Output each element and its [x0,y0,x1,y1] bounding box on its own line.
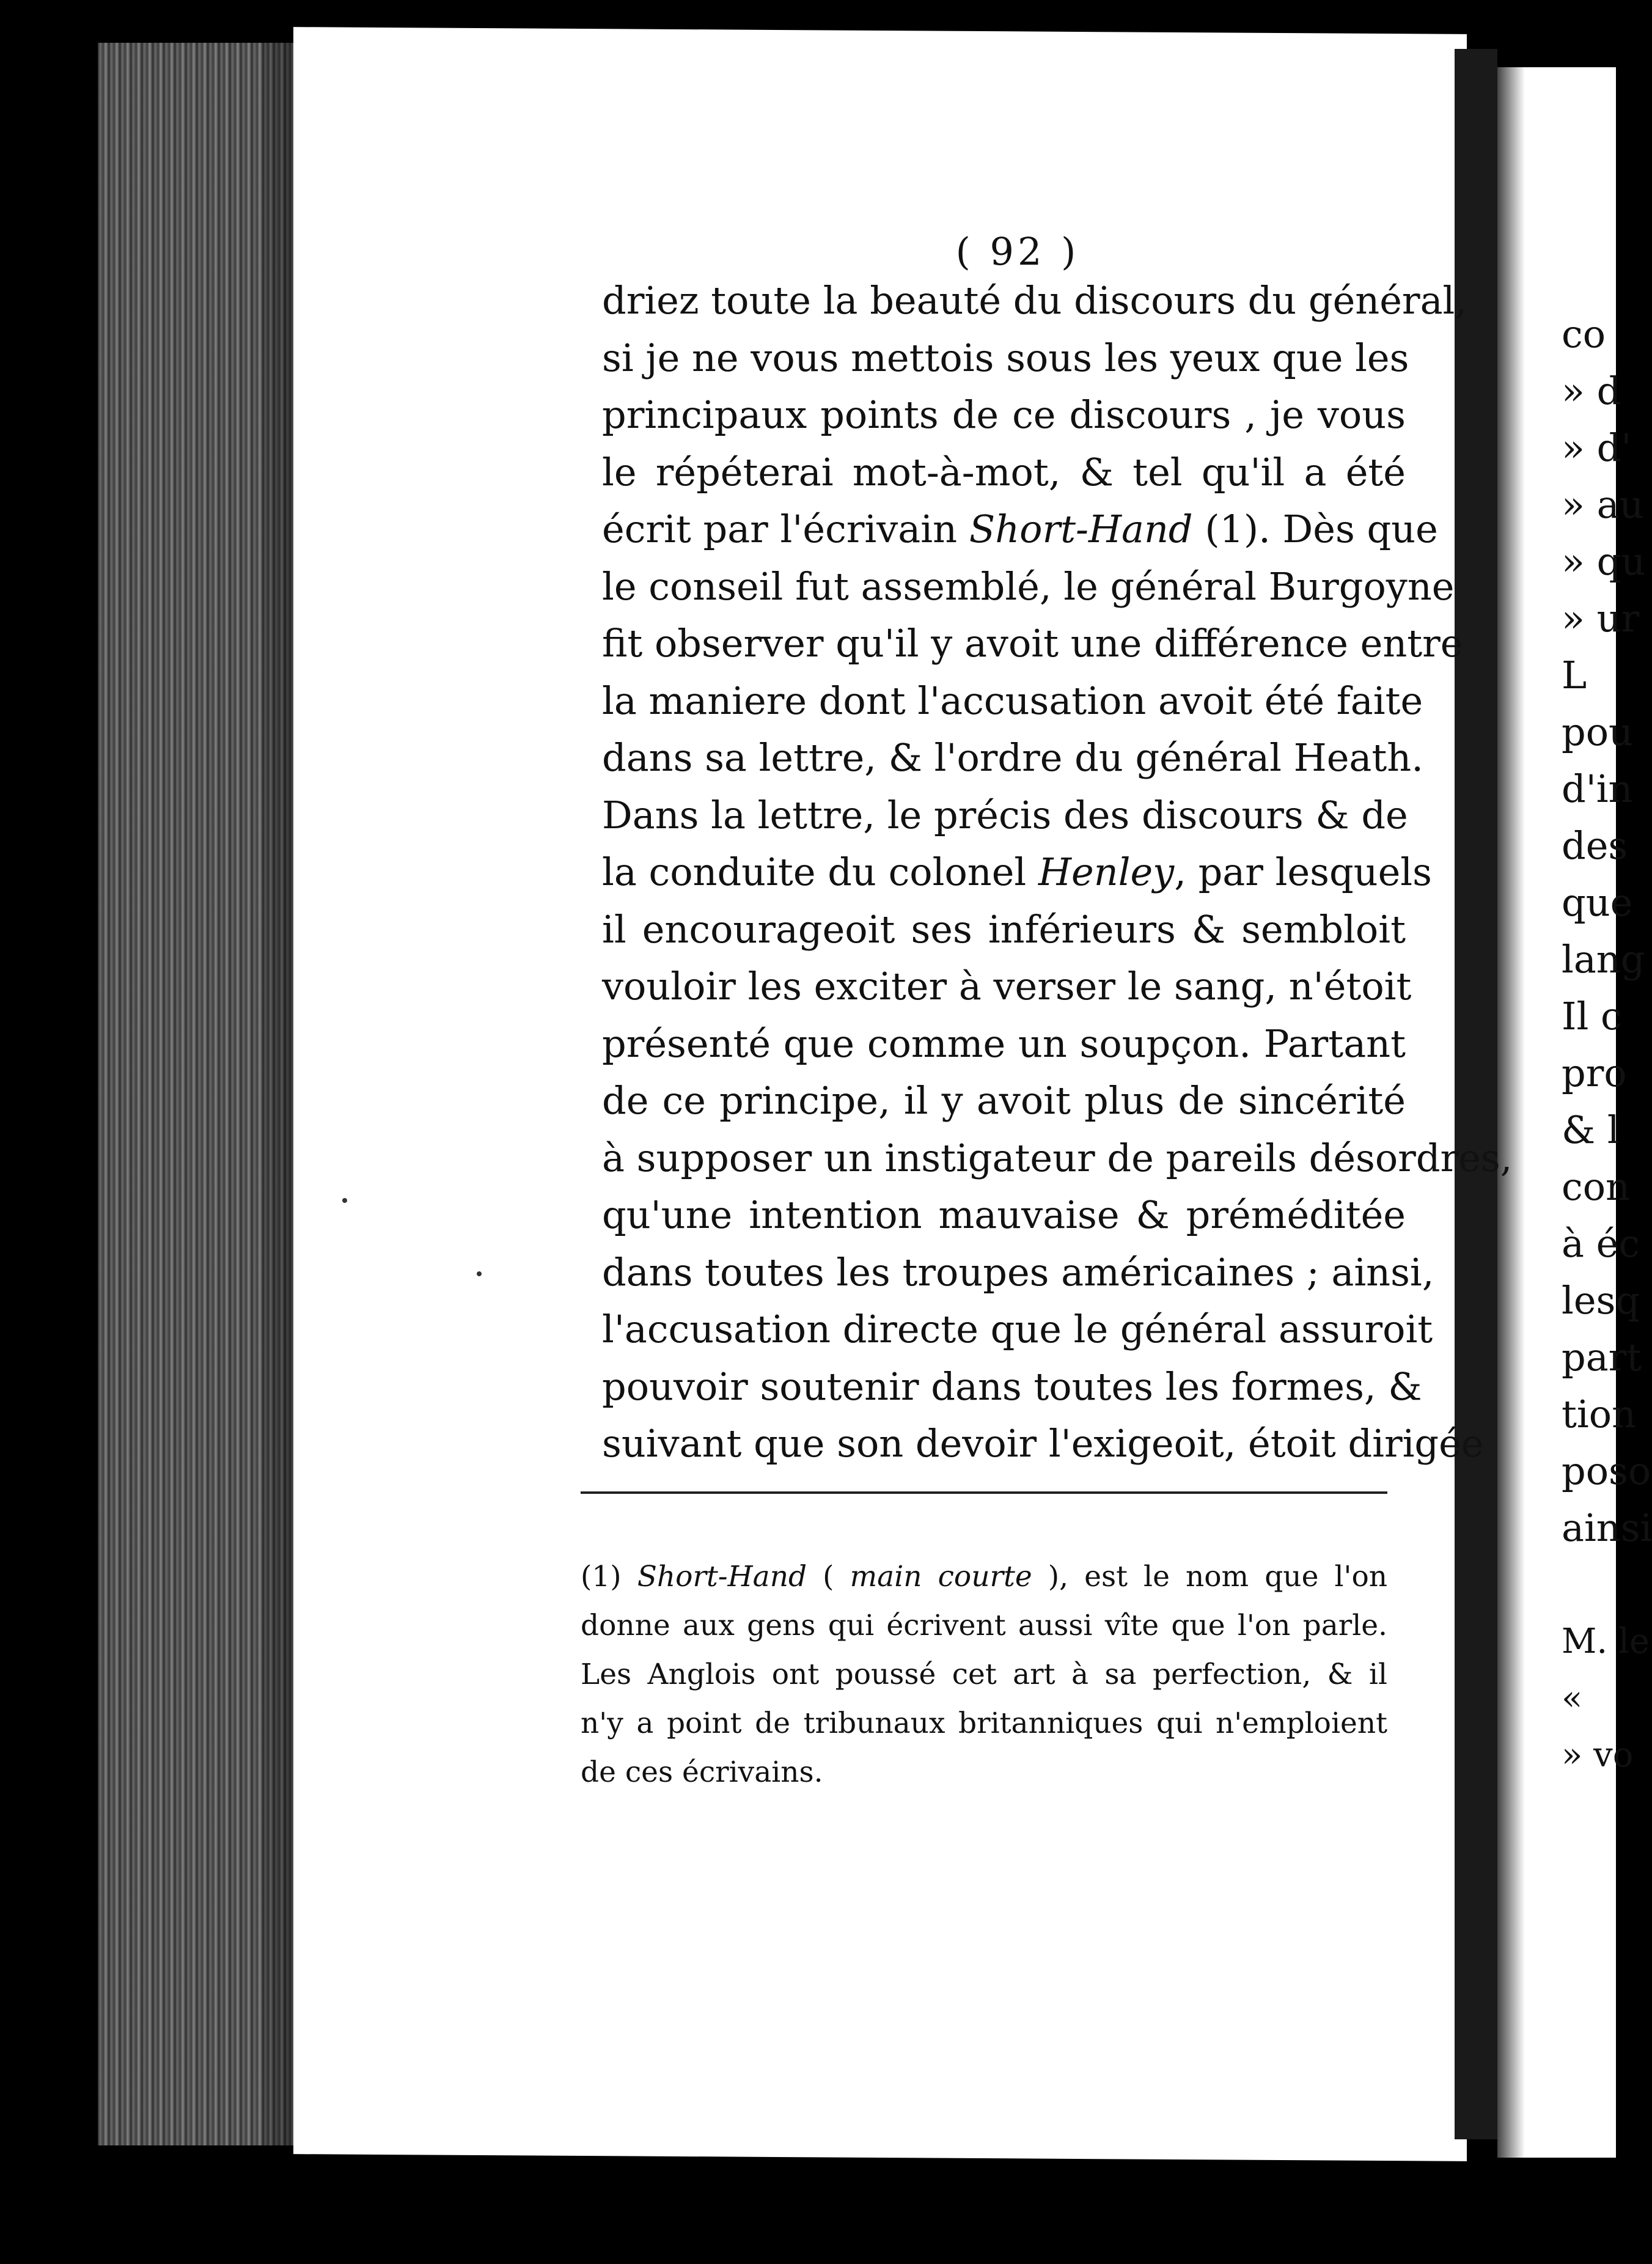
text-segment: , par lesquels [1174,850,1432,894]
text-segment: présenté que comme un soupçon. Partant [602,1021,1406,1066]
facing-page-line: M. le [1562,1622,1650,1661]
footnote-line: (1) Short-Hand ( main courte ), est le nom que l'on [581,1560,1388,1593]
footnote-line [581,1601,1387,1650]
facing-page-line: poso [1562,1449,1651,1493]
text-segment: le conseil fut assemblé, le général Burgoyne [602,564,1455,609]
footnote-text: Les Anglois ont poussé cet art à sa perfection, & il [581,1658,1387,1691]
text-line [602,672,1423,730]
text-segment: écrit par l'écrivain [602,507,969,551]
text-line [602,1130,1513,1187]
footnote-line [581,1699,1387,1748]
page-number: ( 92 ) [955,229,1080,274]
facing-page-line: » d' [1562,425,1632,470]
text-line [602,272,1467,329]
text-segment: principaux points de ce discours , je vous [602,392,1406,437]
italic-term: Henley [1038,850,1175,894]
text-line [602,729,1423,787]
footnote-gloss: main courte [850,1560,1032,1593]
text-line [602,1072,1406,1130]
text-segment: à supposer un instigateur de pareils désordres, [602,1135,1513,1180]
text-line [602,444,1406,501]
footnote-term: Short-Hand [637,1560,807,1593]
text-line [602,501,1438,558]
footnote-line [581,1748,1387,1797]
facing-page-line: d'in [1562,766,1633,811]
facing-page-line: tion [1562,1392,1637,1436]
text-segment: fit observer qu'il y avoit une différence entre [602,621,1463,666]
facing-page-line: » vo [1562,1735,1634,1775]
footnote-marker: (1) [581,1560,637,1593]
text-segment: il encourageoit ses inférieurs & sembloit [602,906,1406,952]
text-segment: vouloir les exciter à verser le sang, n'étoit [602,964,1412,1009]
facing-page-line: lesq [1562,1278,1640,1323]
italic-term: Short-Hand [969,507,1193,551]
text-line [602,843,1432,901]
text-line [602,1015,1406,1073]
text-segment: si je ne vous mettois sous les yeux que les [602,335,1409,380]
text-segment: la conduite du colonel [602,850,1038,894]
footnote-line [581,1650,1387,1699]
footnote-rule [581,1491,1387,1494]
text-line [602,1301,1433,1358]
facing-page-line: » au [1562,482,1644,527]
text-segment: qu'une intention mauvaise & préméditée [602,1193,1406,1237]
facing-page-line: lang [1562,937,1645,982]
facing-page-line: L [1562,653,1587,697]
facing-page-line [1562,1556,1623,1613]
facing-page-line: ainsi [1562,1505,1652,1550]
text-line [602,329,1409,387]
facing-page-text [1562,306,1652,1784]
text-segment: driez toute la beauté du discours du général, [602,278,1467,323]
text-segment: la maniere dont l'accusation avoit été faite [602,678,1423,723]
text-segment: l'accusation directe que le général assuroit [602,1307,1433,1351]
text-line [602,958,1412,1015]
facing-page-line: » d [1562,369,1621,413]
facing-page-line: » ur [1562,596,1640,641]
facing-page-line: « [1562,1678,1583,1718]
speck [342,1198,347,1203]
facing-page-line: & l [1562,1108,1620,1152]
facing-page-line: des [1562,823,1628,868]
text-line [602,1186,1406,1244]
facing-page-line: con [1562,1164,1630,1209]
facing-page-line: pou [1562,710,1633,754]
text-segment: suivant que son devoir l'exigeoit, étoit dirigée [602,1421,1484,1466]
text-line [602,787,1406,844]
facing-page-line: à éc [1562,1221,1640,1266]
speck [477,1271,482,1276]
footnote-text: n'y a point de tribunaux britanniques qui n'emploient [581,1707,1387,1740]
facing-page-shadow [1497,67,1525,2158]
text-segment: le répéterai mot-à-mot, & tel qu'il a été [602,449,1406,494]
facing-page-line: part [1562,1335,1642,1380]
text-segment: Dans la lettre, le précis des discours & de [602,792,1408,837]
footnote-text: de ces écrivains. [581,1755,823,1789]
text-segment: de ce principe, il y avoit plus de sincérité [602,1078,1406,1123]
page-fold-shadow [1455,49,1497,2139]
text-line [602,1358,1422,1416]
text-line [602,386,1406,444]
footnote-text: donne aux gens qui écrivent aussi vîte que l'on parle. [581,1609,1387,1642]
text-line [602,1415,1484,1472]
facing-page-line: que [1562,880,1633,925]
text-segment: (1). Dès que [1192,507,1438,551]
facing-page-line: Il c [1562,994,1622,1038]
main-text-block [602,272,1513,1472]
facing-page-line: » qu [1562,539,1646,584]
footnote [581,1553,1387,1797]
footnote-text: est le nom que l'on [1068,1560,1388,1593]
text-line [602,558,1455,616]
text-segment: dans sa lettre, & l'ordre du général Heath. [602,735,1423,780]
text-line [602,901,1406,958]
facing-page-line: pro [1562,1051,1627,1095]
facing-page-line: co [1562,312,1606,356]
text-line [602,1244,1434,1301]
text-segment: dans toutes les troupes américaines ; ainsi, [602,1249,1434,1295]
text-segment: pouvoir soutenir dans toutes les formes, & [602,1364,1422,1409]
text-line [602,615,1463,672]
